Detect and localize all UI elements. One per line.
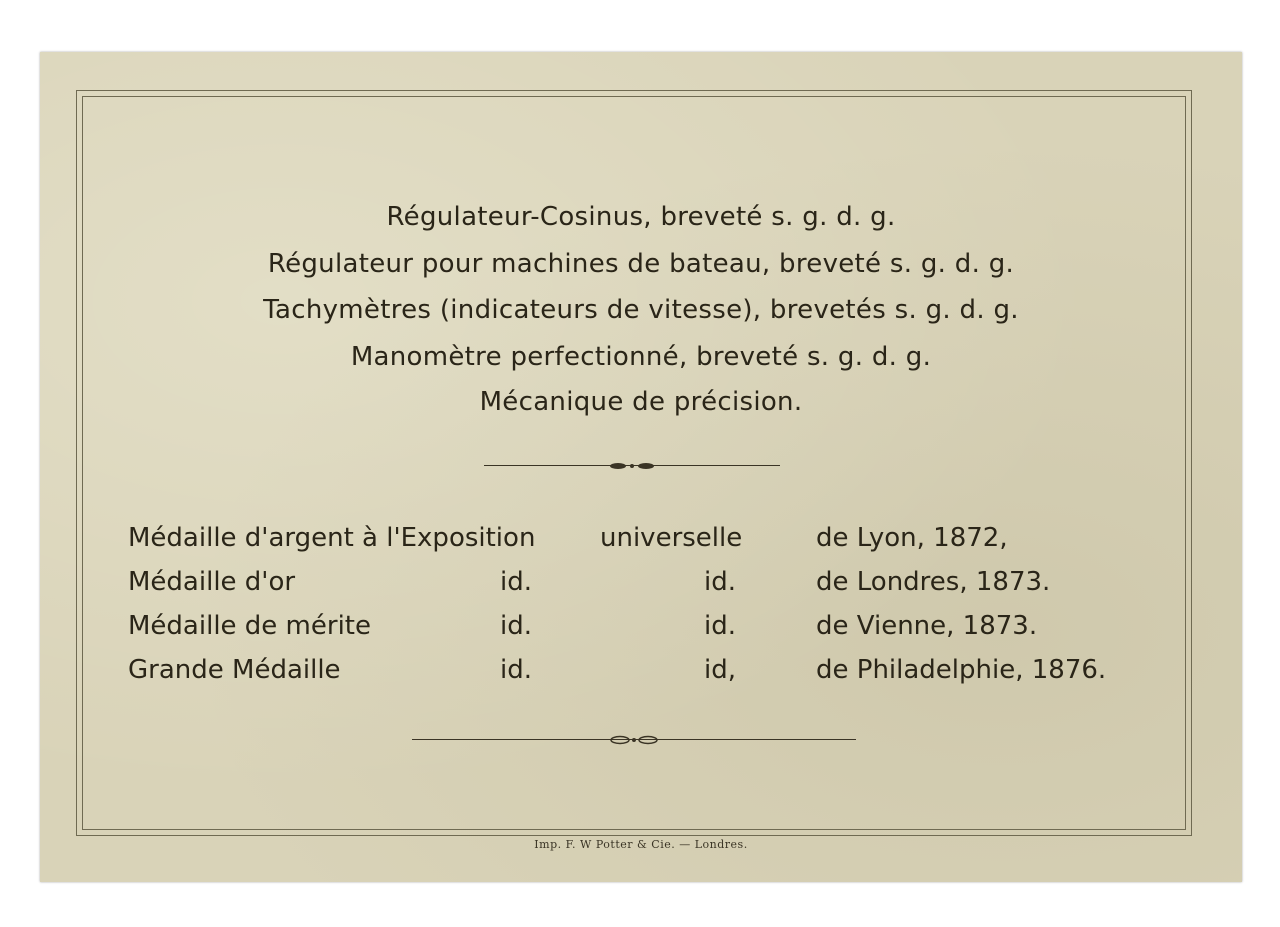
medal-place: de Philadelphie, 1876. [816,655,1107,685]
medal-row-3 [128,610,1178,642]
medal-row-4 [128,654,1178,686]
medal-award: Grande Médaille [128,655,341,685]
medal-row-2 [128,566,1178,598]
header-line-4: Manomètre perfectionné, breveté s. g. d. g. [350,342,932,372]
trade-card [40,52,1242,882]
medal-row-1 [128,522,1178,554]
medal-place: de Vienne, 1873. [816,611,1038,641]
medal-col2: id. [500,567,532,597]
header-line-2: Régulateur pour machines de bateau, breveté s. g. d. g. [267,249,1015,279]
header-line-1: Régulateur-Cosinus, breveté s. g. d. g. [386,202,896,232]
medal-col3: id, [704,655,736,685]
medal-col3: id. [704,611,736,641]
medal-col2: id. [500,655,532,685]
header-line-3: Tachymètres (indicateurs de vitesse), brevetés s. g. d. g. [263,295,1019,325]
medal-col3: id. [704,567,736,597]
flourish-ornament-icon [600,460,664,472]
medal-award: Médaille de mérite [128,611,371,641]
medal-col2: id. [500,611,532,641]
medal-place: de Lyon, 1872, [816,523,1008,553]
header-line-5: Mécanique de précision. [479,387,803,417]
medal-place: de Londres, 1873. [816,567,1051,597]
flourish-ornament-icon [602,734,666,746]
ornamental-divider-top [484,460,780,472]
printer-imprint: Imp. F. W Potter & Cie. — Londres. [534,838,748,851]
medal-award: Médaille d'or [128,567,296,597]
medal-col2: universelle [600,523,743,553]
ornamental-divider-bottom [412,734,856,746]
medal-award: Médaille d'argent à l'Exposition [128,523,536,553]
